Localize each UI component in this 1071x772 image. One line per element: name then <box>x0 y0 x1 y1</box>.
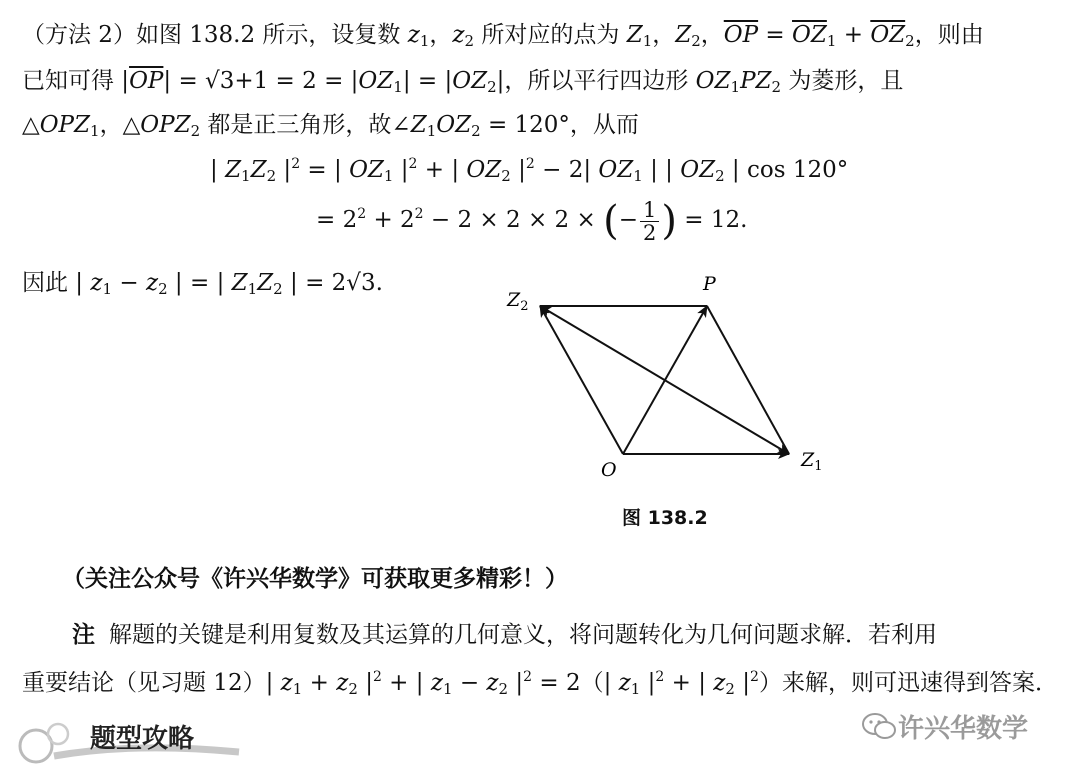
watermark: 许兴华数学 <box>898 714 1029 744</box>
conclusion-line: 因此 | $z_1 - z_2$ | = | $Z_1Z_2$ | = 2√3. <box>22 270 383 298</box>
paragraph-line-3: $\triangle OPZ_1$，$\triangle OPZ_2$ 都是正三角形，故$\angle Z_1OZ_2 = 120^\circ$，从而 <box>22 112 639 140</box>
paragraph-line-1: （方法 2）如图 138.2 所示，设复数 $z_1$，$z_2$ 所对应的点为 $Z_1$，$Z_2$，$\overline{OP} = \overline{OZ}_1 + \overline{OZ}_2$，则由 <box>22 22 984 50</box>
section-title: 题型攻略 <box>90 724 195 754</box>
note-line-1: 注 解题的关键是利用复数及其运算的几何意义，将问题转化为几何问题求解．若利用 <box>72 622 937 648</box>
left-paren: ( <box>603 198 619 244</box>
vector-OZ2 <box>540 306 623 454</box>
label-O: O <box>601 459 617 481</box>
diagonal-Z2-Z1 <box>540 306 789 454</box>
figure-caption: 图 138.2 <box>622 507 708 529</box>
fraction-one-half: $\frac{1}{2}$ <box>640 199 659 244</box>
rhombus-figure <box>495 268 835 498</box>
equation-line-2: = $2^2 + 2^2 - 2 \times 2 \times 2$ × (− $\frac{1}{2}$ ) = 12. <box>316 197 748 245</box>
wechat-icon <box>862 712 896 740</box>
right-paren: ) <box>661 198 677 244</box>
note-line-2: 重要结论（见习题 12）| $z_1 + z_2$ $|^2$ + | $z_1 - z_2$ $|^2 = 2(|$ $z_1$ $|^2$ + | $z_2$ $|^2$）来解，则可迅速得到答案． <box>22 669 1058 698</box>
label-P: P <box>703 273 716 295</box>
label-Z1: $Z_1$ <box>801 449 823 474</box>
promo-line: （关注公众号《许兴华数学》可获取更多精彩！） <box>62 566 568 592</box>
paragraph-line-2: 已知可得 $|\overline{OP}| = √3+1 = 2 = |OZ_1| = |OZ_2|$，所以平行四边形 $OZ_1PZ_2$ 为菱形，且 <box>22 68 904 96</box>
label-Z2: $Z_2$ <box>507 289 529 314</box>
side-P-Z1 <box>707 306 789 454</box>
note-mark: 注 <box>72 622 95 648</box>
equation-line-1: | $Z_1Z_2$ $|^2$ = | $OZ_1$ $|^2$ + | $OZ_2$ $|^2 - 2|$ $OZ_1$ | | $OZ_2$ | cos 120° <box>210 156 849 185</box>
